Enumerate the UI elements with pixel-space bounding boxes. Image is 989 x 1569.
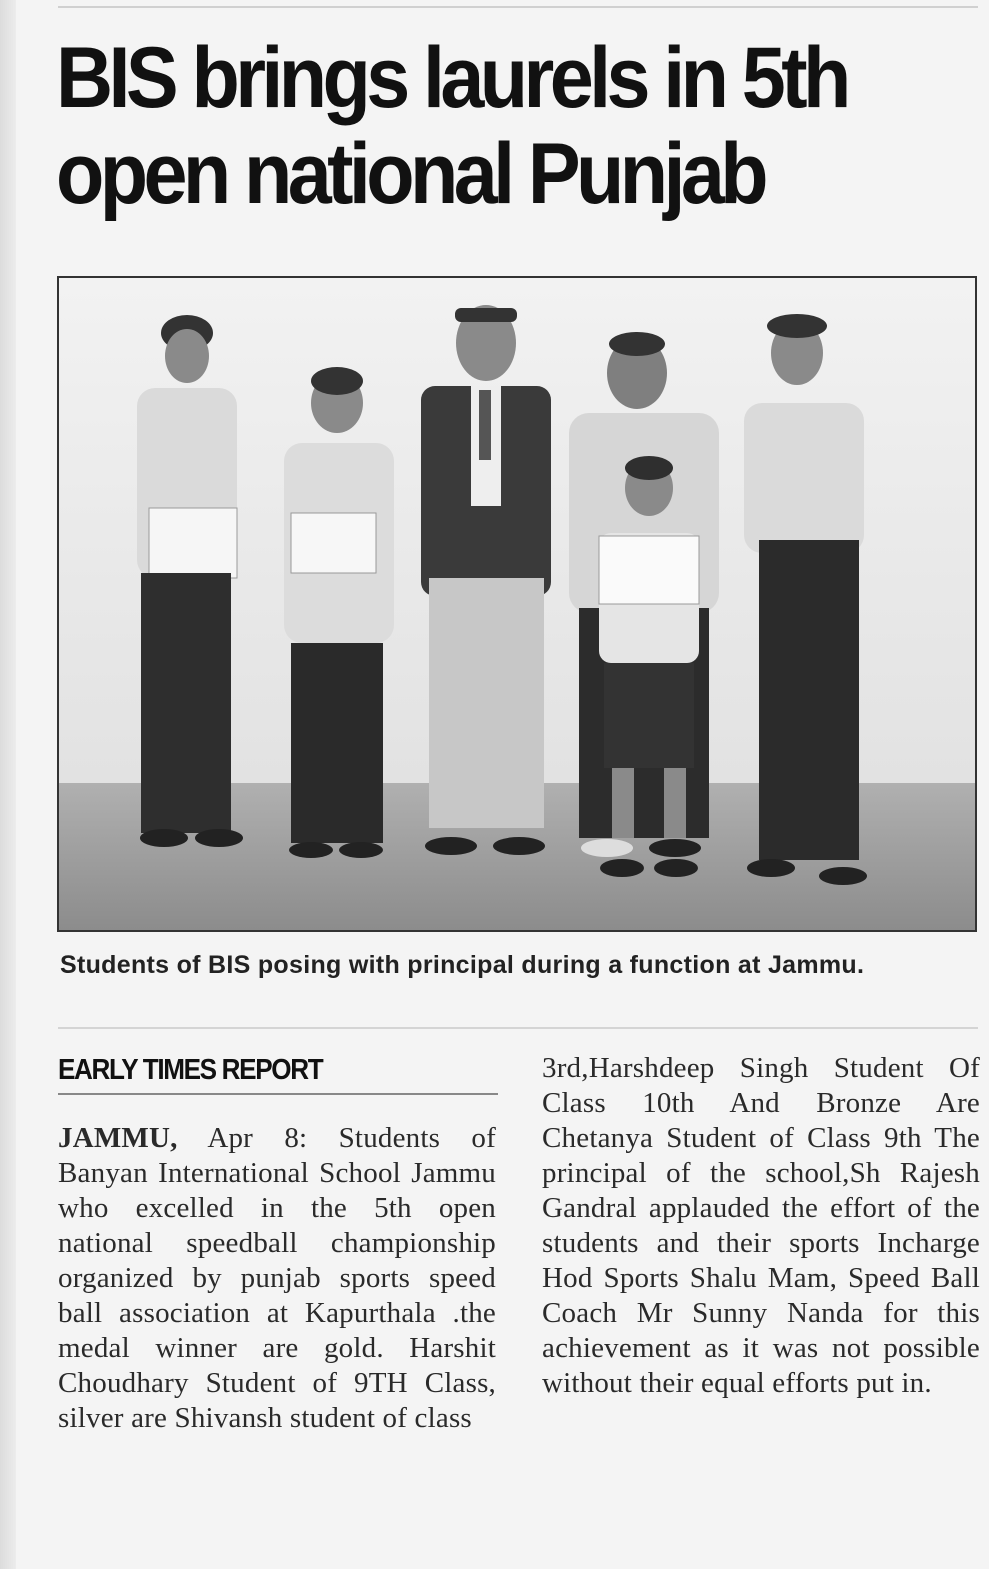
body-text-right: 3rd,Harshdeep Singh Student Of Class 10th And Bronze Are Chetanya Student of Class 9th The principal of the school,Sh Rajesh Gandral applauded the effort of the students and their sports Incharge Hod Sports Shalu Mam, Speed Ball Coach Mr Sunny Nanda for this achievement as it was not possible without their equal efforts put in.: [542, 1052, 980, 1399]
top-divider: [58, 6, 978, 8]
news-photo: [57, 276, 977, 932]
section-divider: [58, 1027, 978, 1029]
person-figure: [421, 305, 551, 855]
article-body-left-column: [58, 1121, 496, 1436]
byline: EARLY TIMES REPORT: [58, 1054, 323, 1086]
person-figure: [137, 315, 243, 847]
dateline: JAMMU,: [58, 1122, 178, 1154]
photo-illustration: [59, 278, 975, 930]
photo-caption: Students of BIS posing with principal during a function at Jammu.: [60, 951, 865, 979]
page-edge: [0, 0, 16, 1569]
body-text-left: Apr 8: Students of Banyan International School Jammu who excelled in the 5th open national speedball championship organized by punjab sports speed ball association at Kapurthala .the medal winner are gold. Harshit Choudhary Student of 9TH Class, silver are Shivansh student of class: [58, 1122, 496, 1434]
headline: BIS brings laurels in 5th open national Punjab: [56, 30, 847, 222]
article-body-right-column: [542, 1051, 980, 1401]
byline-underline: [58, 1093, 498, 1095]
